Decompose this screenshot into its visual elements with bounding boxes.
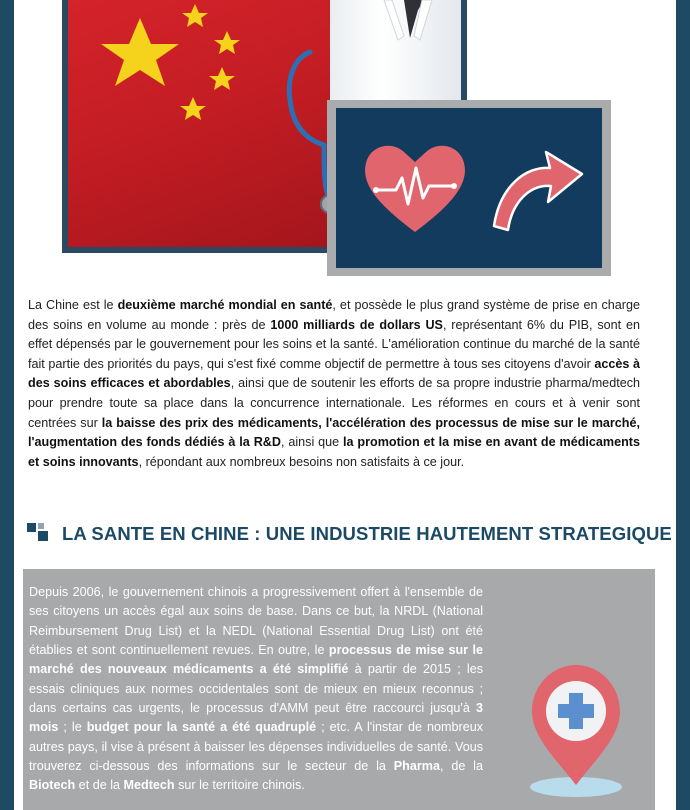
box-text: à partir de 2015 ; les essais cliniques aux normes occidentales sont de mieux en mieux reconnus ; dans certains cas urgents, le processus d'AMM peut être raccourci jusqu'à	[29, 662, 484, 716]
box-emphasis: Biotech	[29, 778, 76, 793]
intro-emphasis: deuxième marché mondial en santé	[117, 298, 333, 312]
intro-emphasis: accès à des soins efficaces et abordables	[28, 356, 641, 391]
intro-text: La Chine est le	[28, 298, 118, 312]
section-title: LA SANTE EN CHINE : UNE INDUSTRIE HAUTEMENT STRATEGIQUE	[62, 523, 672, 544]
box-emphasis: Pharma	[393, 759, 440, 774]
intro-text: , et possède le plus grand système de prise en charge des soins en volume au monde : près de	[28, 298, 640, 332]
box-text: et de la	[75, 778, 124, 793]
box-text: Depuis 2006, le gouvernement chinois a progressivement offert à l'ensemble de ses citoyens un accès égal aux soins de base. Dans ce but, la NRDL (National Reimbursement Drug List) et la NEDL (National Essential Drug List) ont été établies et sont continuellement revues. En outre, le	[29, 585, 483, 658]
intro-text: , ainsi que de soutenir les efforts de sa propre industrie pharma/medtech pour prendre toute sa place dans la concurrence internationale. Les réformes en cours et à venir sont centrées sur	[28, 376, 640, 430]
info-box	[23, 569, 655, 810]
squares-bullet-icon	[26, 522, 54, 544]
flag-stars	[101, 4, 240, 120]
right-frame-bar	[676, 0, 690, 810]
info-box-text	[29, 583, 483, 796]
intro-text: , représentant 6% du PIB, sont en effet dépensés par le gouvernement pour les soins et la santé. L'amélioration continue du marché de la santé fait partie des priorités du pays, qui s'est fixé comme objectif de permettre à tous ses citoyens d'avoir	[28, 317, 640, 371]
flag-star-small	[182, 4, 208, 27]
intro-emphasis: 1000 milliards de dollars US	[270, 317, 443, 332]
box-text: sur le territoire chinois.	[174, 778, 305, 793]
flag-star-small	[214, 31, 240, 54]
box-emphasis: Medtech	[123, 778, 175, 793]
box-text: ; le	[58, 720, 87, 735]
flag-star-large	[101, 18, 179, 86]
trend-arrow-up-icon	[494, 152, 582, 230]
stethoscope	[289, 52, 330, 200]
intro-emphasis: la baisse des prix des médicaments, l'accélération des processus de mise sur le marché, l'augmentation des fonds dédiés à la R&D	[28, 415, 640, 450]
box-text: ; etc. A l'instar de nombreux autres pays, il vise à présent à baisser les dépenses individuelles de santé. Vous trouverez ci-dessous des informations sur le secteur de la	[29, 720, 483, 774]
box-emphasis: 3 mois	[29, 701, 483, 735]
intro-text: , répondant aux nombreux besoins non satisfaits à ce jour.	[138, 454, 465, 469]
inset-panel	[336, 108, 602, 268]
intro-text: , ainsi que	[280, 435, 344, 450]
map-pin-medical-cross-icon	[526, 659, 626, 799]
intro-emphasis: la promotion et la mise en avant de médicaments et soins innovants	[28, 435, 640, 469]
box-text: , de la	[439, 759, 483, 774]
box-emphasis: processus de mise sur le marché des nouveaux médicaments a été simplifié	[29, 643, 483, 677]
left-frame-bar	[0, 0, 14, 810]
inset-frame	[327, 100, 611, 276]
box-emphasis: budget pour la santé a été quadruplé	[86, 720, 317, 735]
flag-star-small	[180, 97, 206, 120]
flag-star-small	[209, 67, 235, 90]
intro-paragraph	[28, 296, 640, 472]
